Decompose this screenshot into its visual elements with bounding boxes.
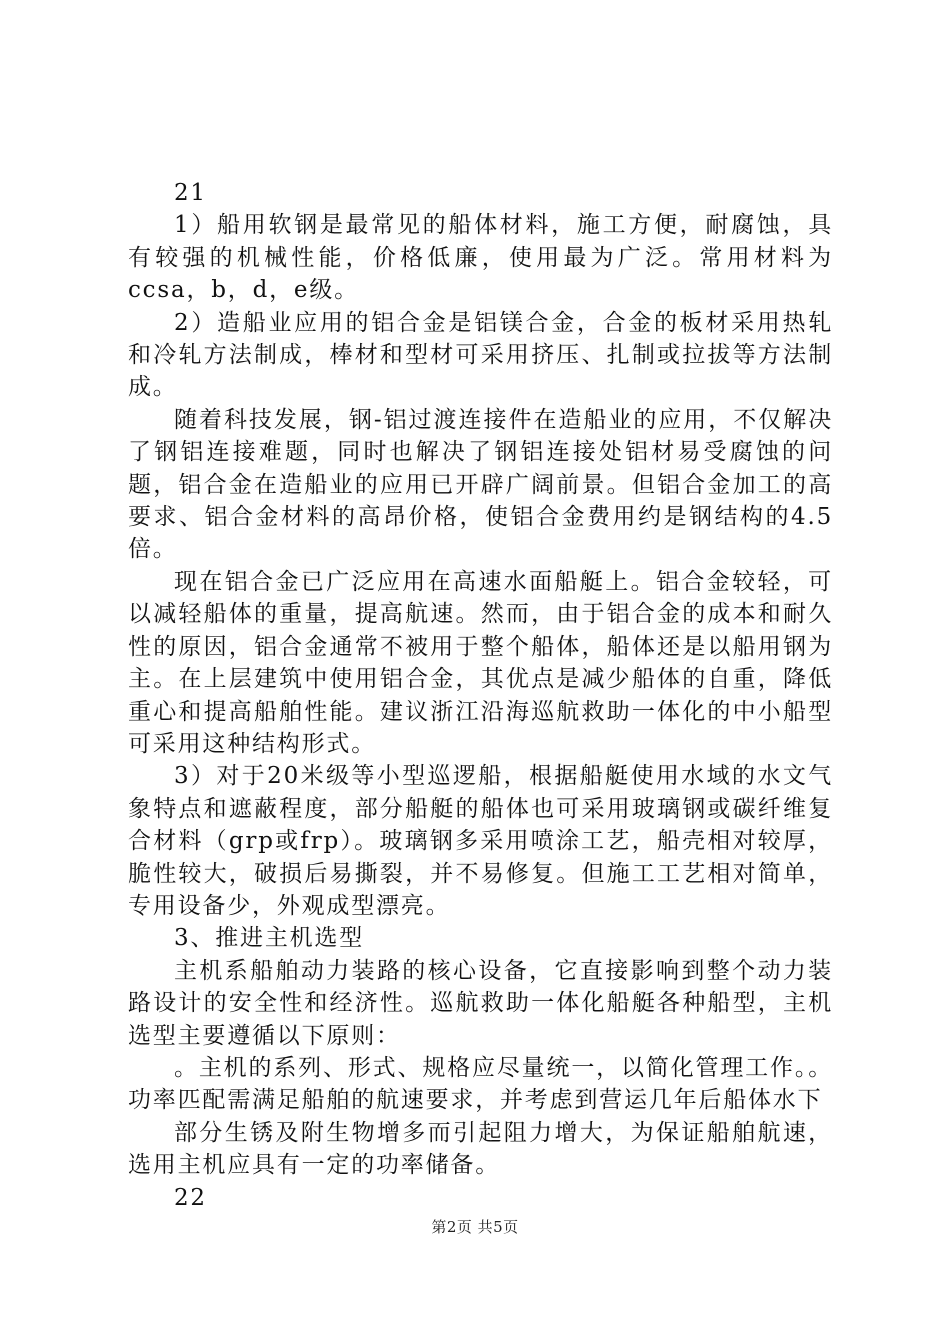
paragraph-main-engine-intro: 主机系船舶动力装路的核心设备，它直接影响到整个动力装路设计的安全性和经济性。巡航救助一体化船艇各种船型，主机选型主要遵循以下原则：	[128, 957, 833, 1049]
paragraph-steel-aluminum-transition: 随着科技发展，钢-铝过渡连接件在造船业的应用，不仅解决了钢铝连接难题，同时也解决了钢铝连接处铝材易受腐蚀的问题，铝合金在造船业的应用已开辟广阔前景。但铝合金加工的高要求、铝合金材料的高昂价格，使铝合金费用约是钢结构的4.5倍。	[128, 406, 833, 563]
page-number-marker: 22	[174, 1184, 207, 1211]
paragraph-aluminum-alloy: 2）造船业应用的铝合金是铝镁合金，合金的板材采用热轧和冷轧方法制成，棒材和型材可采用挤压、扎制或拉拔等方法制成。	[128, 309, 833, 401]
paragraph-aluminum-application: 现在铝合金已广泛应用在高速水面船艇上。铝合金较轻，可以减轻船体的重量，提高航速。然而，由于铝合金的成本和耐久性的原因，铝合金通常不被用于整个船体，船体还是以船用钢为主。在上层建筑中使用铝合金，其优点是减少船体的自重，降低重心和提高船舶性能。建议浙江沿海巡航救助一体化的中小船型可采用这种结构形式。	[128, 568, 833, 757]
paragraph-power-reserve: 部分生锈及附生物增多而引起阻力增大，为保证船舶航速，选用主机应具有一定的功率储备。	[128, 1119, 833, 1179]
section-heading-main-engine: 3、推进主机选型	[174, 925, 365, 952]
page-number-marker: 21	[174, 180, 207, 206]
document-body	[128, 177, 833, 1214]
page-footer: 第2页 共5页	[431, 1218, 519, 1236]
paragraph-engine-principles: 。主机的系列、形式、规格应尽量统一，以简化管理工作。。功率匹配需满足船舶的航速要求，并考虑到营运几年后船体水下	[128, 1054, 833, 1114]
paragraph-composite-materials: 3）对于20米级等小型巡逻船，根据船艇使用水域的水文气象特点和遮蔽程度，部分船艇的船体也可采用玻璃钢或碳纤维复合材料（grp或frp）。玻璃钢多采用喷涂工艺，船壳相对较厚，脆性较大，破损后易撕裂，并不易修复。但施工工艺相对简单，专用设备少，外观成型漂亮。	[128, 763, 833, 919]
paragraph-mild-steel: 1）船用软钢是最常见的船体材料，施工方便，耐腐蚀，具有较强的机械性能，价格低廉，使用最为广泛。常用材料为ccsa，b，d，e级。	[128, 212, 833, 304]
